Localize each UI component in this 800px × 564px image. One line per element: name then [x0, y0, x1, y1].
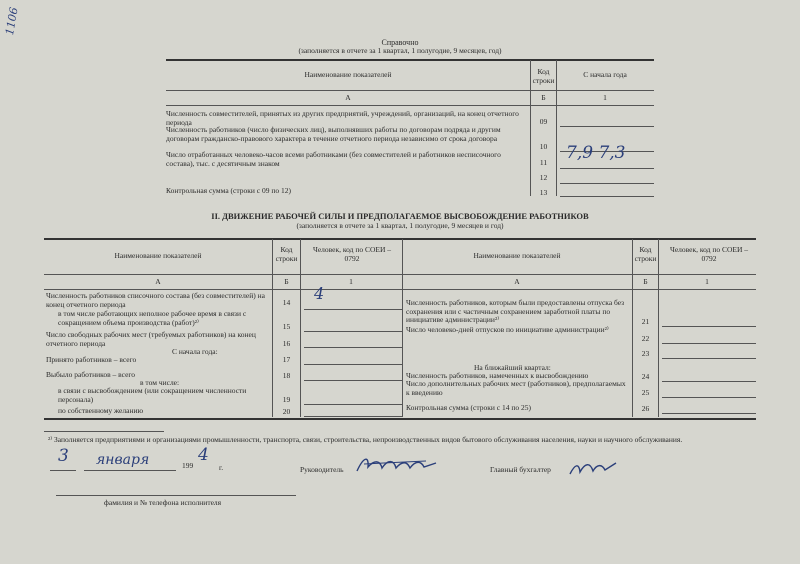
ref-col-name: Наименование показателей	[304, 70, 392, 79]
sec2-row-21-code: 21	[641, 317, 650, 326]
chief-accountant-signature	[566, 456, 622, 480]
sec2-row-16-code: 16	[282, 339, 291, 348]
sec2-row-25-text: Число дополнительных рабочих мест (работников), предполагаемых к введению	[406, 379, 626, 397]
sign-day-line	[50, 470, 76, 471]
footnote: ²⁾ Заполняется предприятиями и организациями промышленности, транспорта, связи, строительства, непроизводственных видов бытового обслуживания населения, науки и научного обслуживания.	[48, 435, 683, 444]
sec2-row-24-code: 24	[641, 372, 650, 381]
head-signature	[354, 452, 440, 478]
sec2-vline-3	[402, 239, 403, 417]
sec2-subtitle: (заполняется в отчете за 1 квартал, 1 полугодие, 9 месяцев и год)	[296, 221, 504, 230]
sec2-row-24-text: Численность работников, намеченных к высвобождению	[406, 371, 589, 380]
ref-row-09-code: 09	[539, 117, 548, 126]
sec2-right-col-code: Код строки	[634, 245, 657, 263]
sec2-vline-2	[300, 239, 301, 417]
sec2-left-sub-b: Б	[284, 277, 289, 286]
sign-year-prefix: 199	[182, 461, 194, 470]
footnote-rule	[44, 431, 164, 432]
sec2-row-19-line	[304, 404, 402, 405]
sec2-row-22-line	[662, 343, 756, 344]
sec2-row-17-text: Принято работников – всего	[46, 355, 137, 364]
ref-row-09-line	[560, 126, 654, 127]
sec2-row-21-text: Численность работников, которым были предоставлены отпуска без сохранения или с частичным сохранением заработной платы по инициативе администрации²⁾	[406, 298, 625, 325]
sec2-row-15-code: 15	[282, 322, 291, 331]
sec2-right-col-name: Наименование показателей	[473, 251, 561, 260]
sign-month-line	[84, 470, 176, 471]
executor-label: фамилия и № телефона исполнителя	[104, 498, 222, 507]
head-label: Руководитель	[300, 465, 344, 474]
sec2-row-17-code: 17	[282, 355, 291, 364]
sec2-row-20-text: по собственному желанию	[58, 406, 144, 415]
sec2-row-25-code: 25	[641, 388, 650, 397]
sec2-row-19-code: 19	[282, 395, 291, 404]
ref-row-11-code: 11	[539, 158, 548, 167]
sec2-row-18-code: 18	[282, 371, 291, 380]
ref-row-10-code: 10	[539, 142, 548, 151]
sec2-row-22-code: 22	[641, 334, 650, 343]
sec2-row-14-code: 14	[282, 298, 291, 307]
sec2-title: II. ДВИЖЕНИЕ РАБОЧЕЙ СИЛЫ И ПРЕДПОЛАГАЕМОЕ ВЫСВОБОЖДЕНИЕ РАБОТНИКОВ	[211, 211, 589, 221]
sec2-left-sub-a: А	[155, 277, 161, 286]
sec2-right-sub-a: А	[514, 277, 520, 286]
sign-year-digit: 4	[198, 445, 209, 465]
sec2-row-20-code: 20	[282, 407, 291, 416]
sec2-next-quarter-label: На ближайший квартал:	[474, 363, 551, 372]
sec2-right-sub-1: 1	[705, 277, 709, 286]
sec2-right-sub-b: Б	[643, 277, 648, 286]
ref-header-rule	[166, 90, 654, 91]
sec2-row-22-text: Число человеко-дней отпусков по инициативе администрации²⁾	[406, 325, 609, 334]
sec2-row-14-value: 4	[314, 284, 325, 303]
ref-sub-1: 1	[603, 93, 607, 102]
ref-sub-b: Б	[541, 93, 546, 102]
sec2-row-23-line	[662, 358, 756, 359]
sec2-sub-rule	[44, 289, 756, 290]
ref-row-13-code: 13	[539, 188, 548, 197]
ref-row-13-line	[560, 196, 654, 197]
sign-day: 3	[58, 446, 69, 466]
ref-vline-2	[556, 60, 557, 196]
sign-year-suffix: г.	[219, 463, 224, 472]
margin-note: 1106	[3, 6, 21, 37]
sec2-left-sub-1: 1	[349, 277, 353, 286]
sec2-row-15-line	[304, 331, 402, 332]
sec2-top-rule	[44, 238, 756, 240]
sec2-row-26-text: Контрольная сумма (строки с 14 по 25)	[406, 403, 531, 412]
sec2-since-year-label: С начала года:	[172, 347, 218, 356]
sec2-header-rule	[44, 274, 756, 275]
ref-row-11-line	[560, 168, 654, 169]
sec2-row-20-line	[304, 416, 402, 417]
sec2-left-col-name: Наименование показателей	[114, 251, 202, 260]
sec2-row-18-text: Выбыло работников – всего	[46, 370, 136, 379]
sec2-left-col-people: Человек, код по СОЕИ – 0792	[312, 245, 392, 263]
chief-accountant-label: Главный бухгалтер	[490, 465, 551, 474]
sec2-including-label: в том числе:	[140, 378, 180, 387]
ref-row-12-code: 12	[539, 173, 548, 182]
sec2-left-col-code: Код строки	[275, 245, 298, 263]
sec2-right-col-people: Человек, код по СОЕИ – 0792	[669, 245, 749, 263]
sign-month: января	[96, 452, 150, 468]
sec2-row-21-line	[662, 326, 756, 327]
ref-subtitle: (заполняется в отчете за 1 квартал, 1 полугодие, 9 месяцев, год)	[298, 46, 502, 55]
ref-title: Справочно	[381, 38, 419, 47]
sec2-row-14-line	[304, 309, 402, 310]
ref-col-since: С начала года	[583, 70, 627, 79]
sec2-row-26-code: 26	[641, 404, 650, 413]
ref-sub-a: А	[345, 93, 351, 102]
ref-row-12-line	[560, 183, 654, 184]
ref-row-13-text: Контрольная сумма (строки с 09 по 12)	[166, 186, 291, 195]
sec2-row-16-line	[304, 347, 402, 348]
sec2-row-26-line	[662, 413, 756, 414]
ref-col-code: Код строки	[532, 67, 555, 85]
sec2-row-25-line	[662, 397, 756, 398]
ref-row-11-text: Число отработанных человеко-часов всеми работниками (без совместителей и работников несписочного состава), тыс. с десятичным знаком	[166, 150, 501, 168]
ref-row-09-text: Численность совместителей, принятых из других предприятий, учреждений, организаций, на конец отчетного периода	[166, 109, 519, 127]
sec2-row-19-text: в связи с высвобождением (или сокращением численности персонала)	[58, 386, 247, 404]
sec2-vline-5	[658, 239, 659, 417]
sec2-row-23-code: 23	[641, 349, 650, 358]
sec2-row-16-text: Число свободных рабочих мест (требуемых работников) на конец отчетного периода	[46, 330, 256, 348]
sec2-row-14-text: Численность работников списочного состава (без совместителей) на конец отчетного периода	[46, 291, 265, 309]
ref-row-11-value: 7,9 7,3	[566, 143, 626, 163]
ref-row-10-text: Численность работников (число физических лиц), выполнявших работы по договорам подряда и другим договорам гражданско-правового характера в течение отчетного периода независимо от срока договора	[166, 125, 501, 143]
sec2-row-24-line	[662, 381, 756, 382]
ref-sub-rule	[166, 105, 654, 106]
ref-top-rule	[166, 59, 654, 61]
sec2-bottom-rule	[44, 418, 756, 420]
sec2-row-17-line	[304, 364, 402, 365]
executor-line	[56, 495, 296, 496]
sec2-row-15-text: в том числе работающих неполное рабочее время в связи с сокращением объема производства (работ)²⁾	[58, 309, 247, 327]
sec2-row-18-line	[304, 380, 402, 381]
